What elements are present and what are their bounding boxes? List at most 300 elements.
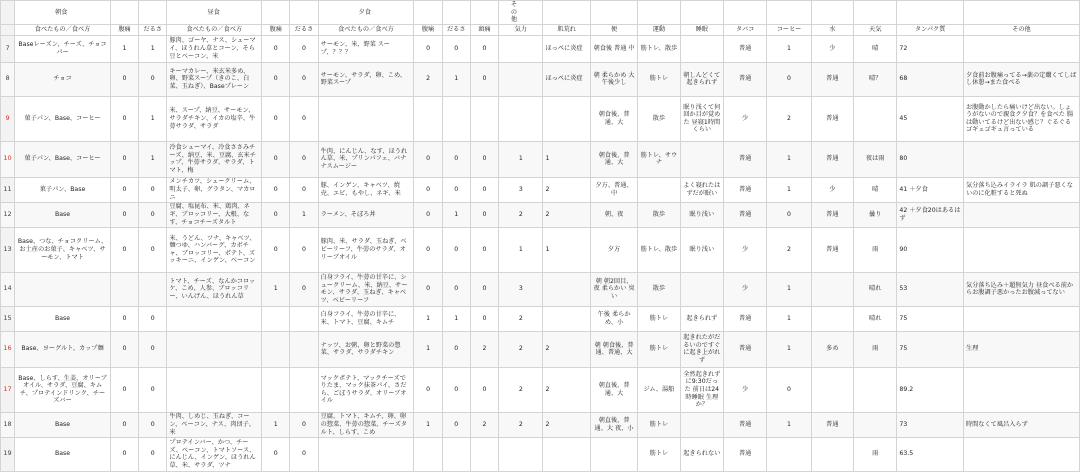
- cell[interactable]: 72: [897, 35, 964, 62]
- cell[interactable]: 1: [139, 96, 167, 141]
- cell[interactable]: Base、ヨーグルト、カップ麺: [15, 331, 111, 367]
- column-header[interactable]: 食べたもの／食べ方: [167, 24, 262, 35]
- cell[interactable]: 0: [442, 35, 470, 62]
- cell[interactable]: 0: [442, 141, 470, 177]
- row-number[interactable]: 12: [1, 202, 15, 227]
- cell[interactable]: 冷食シューマイ、冷食ささみチーズ、納豆、米、豆腐、玄米チップ、牛蒡サラダ、サラダ、トマト、梅: [167, 141, 262, 177]
- cell[interactable]: 90: [897, 227, 964, 272]
- column-header[interactable]: だるさ: [442, 24, 470, 35]
- cell[interactable]: 45: [897, 96, 964, 141]
- cell[interactable]: 1: [499, 141, 543, 177]
- cell[interactable]: 63.5: [897, 437, 964, 471]
- cell[interactable]: 眠り浅い: [680, 227, 723, 272]
- cell[interactable]: 0: [290, 227, 318, 272]
- group-header-blank[interactable]: [414, 1, 442, 25]
- group-header-blank[interactable]: [854, 1, 897, 25]
- cell[interactable]: [470, 96, 498, 141]
- cell[interactable]: 68: [897, 62, 964, 96]
- column-header[interactable]: だるさ: [139, 24, 167, 35]
- cell[interactable]: [963, 227, 1079, 272]
- cell[interactable]: 0: [139, 306, 167, 331]
- cell[interactable]: 普通: [723, 62, 766, 96]
- cell[interactable]: 眠り浅い: [680, 202, 723, 227]
- group-header-blank[interactable]: [723, 1, 766, 25]
- cell[interactable]: 散歩: [638, 272, 680, 306]
- cell[interactable]: [414, 96, 442, 141]
- cell[interactable]: 2: [543, 202, 590, 227]
- cell[interactable]: 1: [139, 35, 167, 62]
- column-header[interactable]: 腹痛: [110, 24, 138, 35]
- cell[interactable]: 0: [262, 437, 290, 471]
- column-header[interactable]: 運動: [638, 24, 680, 35]
- cell[interactable]: 73: [897, 412, 964, 437]
- cell[interactable]: 53: [897, 272, 964, 306]
- cell[interactable]: 1: [262, 272, 290, 306]
- column-header[interactable]: 食べたもの／食べ方: [15, 24, 111, 35]
- cell[interactable]: 0: [262, 96, 290, 141]
- cell[interactable]: メンチカツ、シュークリーム、明太子、卵、グラタン、マカロニ: [167, 177, 262, 202]
- cell[interactable]: 1: [767, 141, 811, 177]
- group-header-blank[interactable]: [897, 1, 964, 25]
- cell[interactable]: 0: [442, 227, 470, 272]
- cell[interactable]: 少: [723, 96, 766, 141]
- cell[interactable]: [811, 367, 853, 412]
- cell[interactable]: [470, 437, 498, 471]
- cell[interactable]: 普通: [723, 35, 766, 62]
- cell[interactable]: 夕方: [590, 227, 637, 272]
- cell[interactable]: 2: [470, 331, 498, 367]
- cell[interactable]: [110, 272, 138, 306]
- cell[interactable]: [963, 437, 1079, 471]
- cell[interactable]: 0: [470, 35, 498, 62]
- cell[interactable]: 全然起きれずに9:30だった 前日は24時睡眠 生理か？: [680, 367, 723, 412]
- cell[interactable]: 白身フライ、牛蒡の甘辛に、シュークリーム、米、納豆、サーモン、サラダ、玉ねぎ、キャベツ、ベビーリーフ: [318, 272, 414, 306]
- cell[interactable]: 0: [139, 62, 167, 96]
- cell[interactable]: 3: [499, 272, 543, 306]
- column-header[interactable]: 天気: [854, 24, 897, 35]
- cell[interactable]: 0: [442, 331, 470, 367]
- cell[interactable]: 0: [414, 141, 442, 177]
- cell[interactable]: 夜は雨: [854, 141, 897, 177]
- cell[interactable]: [543, 437, 590, 471]
- cell[interactable]: 少: [723, 272, 766, 306]
- cell[interactable]: 朝 朝2回目、夜 柔らかい 臭い: [590, 272, 637, 306]
- row-number[interactable]: 14: [1, 272, 15, 306]
- cell[interactable]: ほっぺに炎症: [543, 35, 590, 62]
- cell[interactable]: 晴？: [854, 62, 897, 96]
- cell[interactable]: 0: [139, 177, 167, 202]
- cell[interactable]: 普通: [723, 331, 766, 367]
- column-header[interactable]: 腹痛: [262, 24, 290, 35]
- cell[interactable]: 0: [414, 177, 442, 202]
- cell[interactable]: 普通: [811, 141, 853, 177]
- column-header[interactable]: 食べたもの／食べ方: [318, 24, 414, 35]
- row-number[interactable]: 13: [1, 227, 15, 272]
- cell[interactable]: 起きれたがだるいのですぐに起き上がれず: [680, 331, 723, 367]
- cell[interactable]: Base、つな、チョコクリーム、お土産のお菓子、キャベツ、サーモン、トマト: [15, 227, 111, 272]
- cell[interactable]: [963, 141, 1079, 177]
- cell[interactable]: 75: [897, 306, 964, 331]
- cell[interactable]: [543, 272, 590, 306]
- cell[interactable]: 普通: [723, 437, 766, 471]
- cell[interactable]: 1: [543, 141, 590, 177]
- column-header[interactable]: 水: [811, 24, 853, 35]
- group-header-blank[interactable]: [590, 1, 637, 25]
- group-header-blank[interactable]: [110, 1, 138, 25]
- row-number[interactable]: 18: [1, 412, 15, 437]
- cell[interactable]: 0: [110, 141, 138, 177]
- cell[interactable]: [15, 272, 111, 306]
- cell[interactable]: 米、うどん、ツナ、キャベツ、麺つゆ、ハンバーグ、カボチャ、ブロッコリー、ポテト、ズッキーニ、インゲン、ベーコン: [167, 227, 262, 272]
- cell[interactable]: 1: [767, 177, 811, 202]
- cell[interactable]: 0: [110, 412, 138, 437]
- cell[interactable]: 1: [414, 306, 442, 331]
- cell[interactable]: 0: [110, 437, 138, 471]
- cell[interactable]: 豆腐、塩昆布、米、鶏肉、ネギ、ブロッコリー、大根、なす、チョコチーズタルト: [167, 202, 262, 227]
- cell[interactable]: [854, 367, 897, 412]
- group-header-blank[interactable]: [963, 1, 1079, 25]
- cell[interactable]: 0: [290, 96, 318, 141]
- cell[interactable]: 普通: [811, 412, 853, 437]
- cell[interactable]: 朝 柔らかめ 大 午後少し: [590, 62, 637, 96]
- row-number[interactable]: 7: [1, 35, 15, 62]
- group-header[interactable]: その他: [470, 1, 498, 25]
- cell[interactable]: 1: [767, 35, 811, 62]
- cell[interactable]: 0: [290, 177, 318, 202]
- cell[interactable]: 晴: [854, 177, 897, 202]
- cell[interactable]: 0: [414, 35, 442, 62]
- cell[interactable]: 3: [499, 177, 543, 202]
- cell[interactable]: 菓子パン、Base、コーヒー: [15, 96, 111, 141]
- cell[interactable]: 普通: [811, 62, 853, 96]
- cell[interactable]: 2: [543, 367, 590, 412]
- cell[interactable]: 0: [110, 331, 138, 367]
- cell[interactable]: 筋トレ: [638, 62, 680, 96]
- cell[interactable]: 起きられない: [680, 437, 723, 471]
- group-header-blank[interactable]: [139, 1, 167, 25]
- cell[interactable]: 晴れ: [854, 272, 897, 306]
- cell[interactable]: 菓子パン、Base: [15, 177, 111, 202]
- cell[interactable]: 1: [414, 412, 442, 437]
- cell[interactable]: 0: [442, 412, 470, 437]
- cell[interactable]: 0: [139, 227, 167, 272]
- column-header[interactable]: 睡眠: [680, 24, 723, 35]
- cell[interactable]: 0: [470, 62, 498, 96]
- cell[interactable]: 2: [543, 412, 590, 437]
- row-number[interactable]: [1, 24, 15, 35]
- cell[interactable]: [499, 437, 543, 471]
- cell[interactable]: 筋トレ: [638, 412, 680, 437]
- cell[interactable]: [262, 331, 290, 367]
- cell[interactable]: [167, 367, 262, 412]
- cell[interactable]: 時間なくて風呂入らず: [963, 412, 1079, 437]
- cell[interactable]: 42 ＋夕食20はあるはず: [897, 202, 964, 227]
- cell[interactable]: [290, 306, 318, 331]
- cell[interactable]: 起きられず: [680, 306, 723, 331]
- cell[interactable]: 0: [767, 202, 811, 227]
- cell[interactable]: [167, 306, 262, 331]
- cell[interactable]: Base、しらす、生姜、オリーブオイル、サラダ、豆腐、キムチ、プロテインドリンク、チーズバー: [15, 367, 111, 412]
- cell[interactable]: [680, 141, 723, 177]
- cell[interactable]: [854, 96, 897, 141]
- cell[interactable]: 0: [262, 202, 290, 227]
- cell[interactable]: 0: [470, 227, 498, 272]
- cell[interactable]: 0: [110, 202, 138, 227]
- cell[interactable]: 1: [543, 227, 590, 272]
- row-number[interactable]: 11: [1, 177, 15, 202]
- cell[interactable]: [262, 367, 290, 412]
- cell[interactable]: 筋トレ: [638, 331, 680, 367]
- cell[interactable]: [167, 331, 262, 367]
- cell[interactable]: [963, 35, 1079, 62]
- cell[interactable]: [442, 96, 470, 141]
- cell[interactable]: ジム、湯船: [638, 367, 680, 412]
- cell[interactable]: [963, 306, 1079, 331]
- cell[interactable]: 0: [139, 331, 167, 367]
- cell[interactable]: 0: [470, 367, 498, 412]
- cell[interactable]: [499, 62, 543, 96]
- row-number[interactable]: 17: [1, 367, 15, 412]
- cell[interactable]: Base: [15, 306, 111, 331]
- cell[interactable]: 生理: [963, 331, 1079, 367]
- cell[interactable]: 0: [139, 202, 167, 227]
- group-header[interactable]: 昼食: [167, 1, 262, 25]
- column-header[interactable]: 便: [590, 24, 637, 35]
- cell[interactable]: 散歩: [638, 96, 680, 141]
- row-number[interactable]: 8: [1, 62, 15, 96]
- cell[interactable]: 豆腐、トマト、キムチ、卵、卵の惣菜、牛蒡の惣菜、チーズタルト、しらす、こめ: [318, 412, 414, 437]
- cell[interactable]: 2: [499, 331, 543, 367]
- cell[interactable]: 2: [499, 412, 543, 437]
- column-header[interactable]: その他: [963, 24, 1079, 35]
- cell[interactable]: [414, 437, 442, 471]
- cell[interactable]: 普通: [723, 141, 766, 177]
- cell[interactable]: 気分落ち込みイライラ 肌の調子悪くないのに化粧すると死ぬ: [963, 177, 1079, 202]
- cell[interactable]: [680, 412, 723, 437]
- cell[interactable]: 0: [414, 227, 442, 272]
- cell[interactable]: 0: [290, 141, 318, 177]
- cell[interactable]: 80: [897, 141, 964, 177]
- cell[interactable]: 普通: [723, 306, 766, 331]
- cell[interactable]: 少: [723, 367, 766, 412]
- cell[interactable]: 1: [442, 202, 470, 227]
- cell[interactable]: 晴: [854, 35, 897, 62]
- cell[interactable]: 筋トレ: [638, 306, 680, 331]
- group-header[interactable]: 朝食: [15, 1, 111, 25]
- cell[interactable]: Baseレーズン、チーズ、チョコパー: [15, 35, 111, 62]
- cell[interactable]: 0: [110, 306, 138, 331]
- cell[interactable]: 筋トレ、サウナ: [638, 141, 680, 177]
- cell[interactable]: 眠り浅くて何回か目が覚めた 昼寝1時間くらい: [680, 96, 723, 141]
- cell[interactable]: 普通: [811, 227, 853, 272]
- cell[interactable]: 2: [499, 306, 543, 331]
- cell[interactable]: [543, 96, 590, 141]
- column-header[interactable]: だるさ: [290, 24, 318, 35]
- cell[interactable]: 2: [767, 227, 811, 272]
- cell[interactable]: 普通: [723, 177, 766, 202]
- cell[interactable]: 普通: [723, 202, 766, 227]
- cell[interactable]: 2: [543, 177, 590, 202]
- cell[interactable]: 2: [470, 412, 498, 437]
- cell[interactable]: 普通: [723, 412, 766, 437]
- cell[interactable]: 0: [110, 96, 138, 141]
- cell[interactable]: [854, 412, 897, 437]
- cell[interactable]: [318, 437, 414, 471]
- cell[interactable]: 普通: [811, 202, 853, 227]
- cell[interactable]: 牛肉、にんじん、なす、ほうれん草、米、プリンパフェ、バナナスムージー: [318, 141, 414, 177]
- cell[interactable]: [139, 272, 167, 306]
- cell[interactable]: 0: [470, 306, 498, 331]
- cell[interactable]: 0: [139, 437, 167, 471]
- cell[interactable]: 0: [290, 437, 318, 471]
- group-header-blank[interactable]: [290, 1, 318, 25]
- cell[interactable]: 1: [767, 306, 811, 331]
- cell[interactable]: 89.2: [897, 367, 964, 412]
- cell[interactable]: 0: [262, 177, 290, 202]
- cell[interactable]: 気分落ち込み＋超無気力 昼食べる前からお腹調子悪かったお腹減ってない: [963, 272, 1079, 306]
- group-header-blank[interactable]: [680, 1, 723, 25]
- row-number[interactable]: 16: [1, 331, 15, 367]
- cell[interactable]: ラーメン、そぼろ丼: [318, 202, 414, 227]
- cell[interactable]: チョコ: [15, 62, 111, 96]
- cell[interactable]: 0: [290, 35, 318, 62]
- group-header-blank[interactable]: [767, 1, 811, 25]
- cell[interactable]: 1: [110, 35, 138, 62]
- cell[interactable]: 米、スープ、納豆、サーモン、サラダチキン、イカの塩辛、牛蒡サラダ、サラダ: [167, 96, 262, 141]
- corner-cell[interactable]: [1, 1, 15, 25]
- cell[interactable]: [499, 96, 543, 141]
- cell[interactable]: 朝直後、普通、大 夜、小: [590, 412, 637, 437]
- group-header-blank[interactable]: [811, 1, 853, 25]
- cell[interactable]: 1: [442, 62, 470, 96]
- cell[interactable]: 2: [499, 202, 543, 227]
- group-header-blank[interactable]: [262, 1, 290, 25]
- cell[interactable]: 1: [767, 331, 811, 367]
- row-number[interactable]: 19: [1, 437, 15, 471]
- cell[interactable]: [680, 272, 723, 306]
- row-number[interactable]: 9: [1, 96, 15, 141]
- cell[interactable]: 筋トレ: [638, 437, 680, 471]
- cell[interactable]: 1: [290, 202, 318, 227]
- cell[interactable]: 雨: [854, 437, 897, 471]
- cell[interactable]: [318, 96, 414, 141]
- cell[interactable]: 曇り: [854, 202, 897, 227]
- column-header[interactable]: 肌荒れ: [543, 24, 590, 35]
- cell[interactable]: 普通: [811, 96, 853, 141]
- cell[interactable]: 筋トレ、散歩: [638, 35, 680, 62]
- cell[interactable]: 朝食後 普通 中: [590, 35, 637, 62]
- cell[interactable]: 朝 朝食後、普通、普通、大: [590, 331, 637, 367]
- cell[interactable]: 0: [139, 367, 167, 412]
- cell[interactable]: 0: [110, 367, 138, 412]
- group-header-blank[interactable]: [543, 1, 590, 25]
- column-header[interactable]: タバコ: [723, 24, 766, 35]
- cell[interactable]: マックポテト、マックチーズでりたま、マック抹茶パイ、さだら、ごぼうサラダ、オリーブオイル: [318, 367, 414, 412]
- cell[interactable]: 0: [442, 272, 470, 306]
- cell[interactable]: 晴れ: [854, 306, 897, 331]
- cell[interactable]: ナッツ、お粥、卵と野菜の惣菜、サラダ、サラダチキン: [318, 331, 414, 367]
- cell[interactable]: 夕食前お腹痛ってる→薬の定購くてしばし休憩→また食べる: [963, 62, 1079, 96]
- cell[interactable]: [811, 437, 853, 471]
- cell[interactable]: 0: [262, 227, 290, 272]
- cell[interactable]: [680, 35, 723, 62]
- cell[interactable]: 豚肉、米、サラダ、玉ねぎ、ベビーリーフ、牛蒡のサラダ、オリーブオイル: [318, 227, 414, 272]
- cell[interactable]: [767, 437, 811, 471]
- group-header-blank[interactable]: [442, 1, 470, 25]
- cell[interactable]: プロテインバー、かつ、チーズ、ベーコン、トマトソース、にんじん、インゲン、ほうれん草、米、サラダ、ツナ: [167, 437, 262, 471]
- cell[interactable]: 0: [414, 272, 442, 306]
- cell[interactable]: 0: [262, 141, 290, 177]
- cell[interactable]: [811, 272, 853, 306]
- cell[interactable]: 0: [110, 62, 138, 96]
- cell[interactable]: [543, 306, 590, 331]
- row-number[interactable]: 10: [1, 141, 15, 177]
- cell[interactable]: 豚肉、ゴーヤ、ナス、シューマイ、ほうれん草とコーン、そら豆とベーコン、米: [167, 35, 262, 62]
- cell[interactable]: 1: [499, 227, 543, 272]
- cell[interactable]: 0: [470, 272, 498, 306]
- cell[interactable]: キーマカレー、米玄米多め、卵、野菜スープ（きのこ、白菜、玉ねぎ）、Baseプレーン: [167, 62, 262, 96]
- cell[interactable]: 多め: [811, 331, 853, 367]
- cell[interactable]: 牛肉、しめじ、玉ねぎ、コーン、ベーコン、ナス、肉団子、米: [167, 412, 262, 437]
- cell[interactable]: 筋トレ、散歩: [638, 227, 680, 272]
- cell[interactable]: 0: [110, 227, 138, 272]
- cell[interactable]: 1: [767, 272, 811, 306]
- cell[interactable]: 夕方、普通、中: [590, 177, 637, 202]
- column-header[interactable]: コーヒー: [767, 24, 811, 35]
- cell[interactable]: 朝直後、普通、大: [590, 367, 637, 412]
- cell[interactable]: [290, 367, 318, 412]
- cell[interactable]: [442, 437, 470, 471]
- cell[interactable]: 菓子パン、Base、コーヒー: [15, 141, 111, 177]
- cell[interactable]: 朝しんどくて起きられず: [680, 62, 723, 96]
- cell[interactable]: 豚、インゲン、キャベツ、焼売、エビ、もやし、ネギ、米: [318, 177, 414, 202]
- cell[interactable]: トマト、チーズ、なんかコロッケ、こめ、人参、ブロッコリー、いんげん、ほうれん草: [167, 272, 262, 306]
- cell[interactable]: 0: [290, 272, 318, 306]
- cell[interactable]: 1: [262, 412, 290, 437]
- cell[interactable]: 2: [414, 62, 442, 96]
- cell[interactable]: Base: [15, 202, 111, 227]
- cell[interactable]: 41 ＋夕食: [897, 177, 964, 202]
- cell[interactable]: 少: [723, 227, 766, 272]
- cell[interactable]: 0: [414, 202, 442, 227]
- cell[interactable]: ほっぺに炎症: [543, 62, 590, 96]
- cell[interactable]: 0: [470, 202, 498, 227]
- column-header[interactable]: タンパク質: [897, 24, 964, 35]
- cell[interactable]: 朝食後、普通、大: [590, 141, 637, 177]
- cell[interactable]: 0: [290, 412, 318, 437]
- cell[interactable]: Base: [15, 412, 111, 437]
- cell[interactable]: 0: [139, 412, 167, 437]
- cell[interactable]: 朝食後、普通、大: [590, 96, 637, 141]
- cell[interactable]: 2: [767, 96, 811, 141]
- cell[interactable]: 0: [470, 177, 498, 202]
- cell[interactable]: サーモン、サラダ、卵、こめ、野菜スープ: [318, 62, 414, 96]
- cell[interactable]: 0: [110, 177, 138, 202]
- cell[interactable]: 0: [290, 62, 318, 96]
- cell[interactable]: [590, 437, 637, 471]
- cell[interactable]: 雨: [854, 227, 897, 272]
- cell[interactable]: 1: [414, 331, 442, 367]
- column-header[interactable]: 腹痛: [414, 24, 442, 35]
- cell[interactable]: 75: [897, 331, 964, 367]
- cell[interactable]: 0: [767, 367, 811, 412]
- cell[interactable]: 午後 柔らかめ、小: [590, 306, 637, 331]
- group-header-blank[interactable]: [638, 1, 680, 25]
- cell[interactable]: 1: [767, 412, 811, 437]
- cell[interactable]: 朝、夜: [590, 202, 637, 227]
- cell[interactable]: 0: [262, 35, 290, 62]
- cell[interactable]: サーモン、米、野菜 スープ、？？？: [318, 35, 414, 62]
